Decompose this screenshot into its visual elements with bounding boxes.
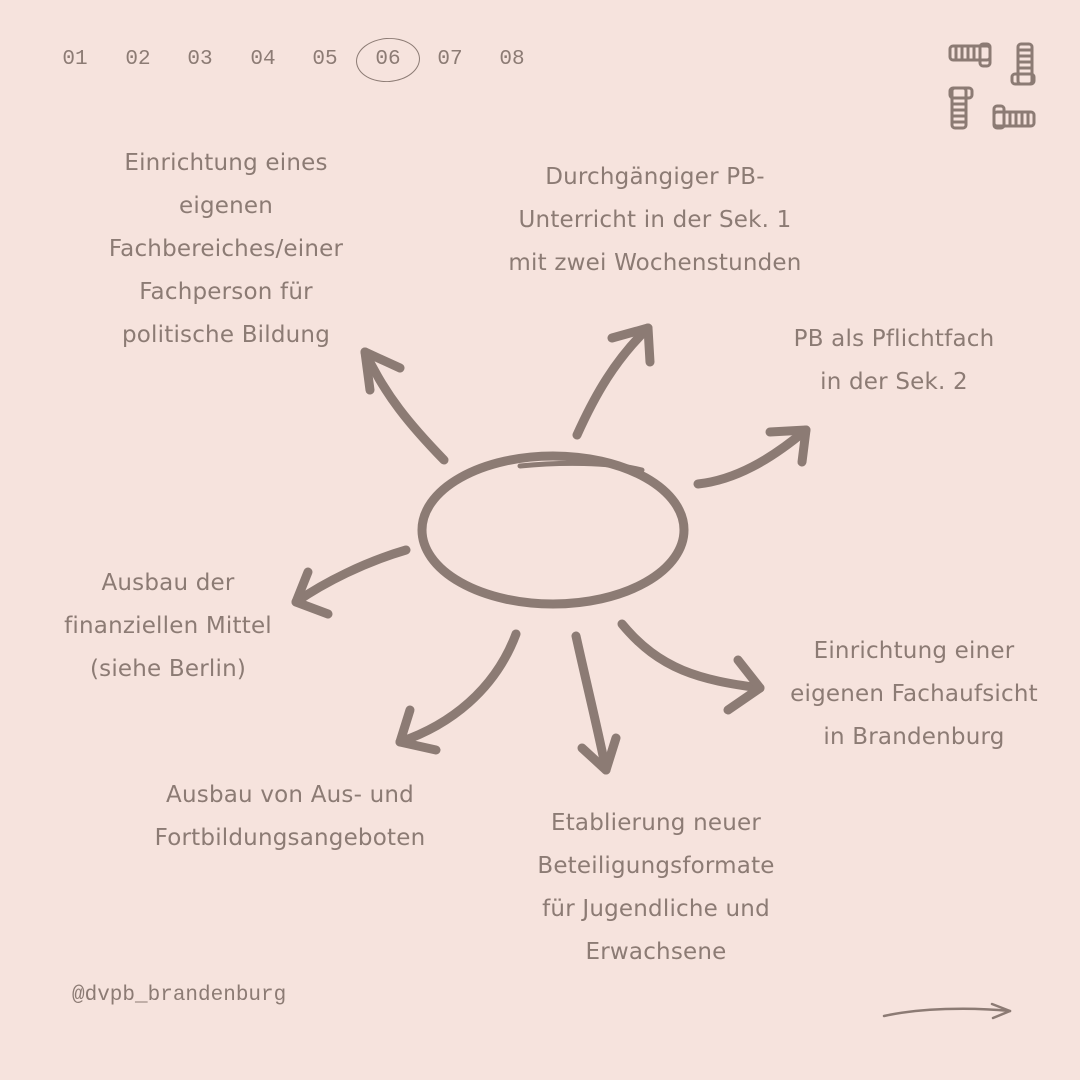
page-number-05[interactable]: 05 (312, 48, 338, 71)
arrow-to-right-bottom-node (622, 624, 760, 710)
arrow-right-icon[interactable] (880, 996, 1020, 1026)
node-bottom-center: Etablierung neuer Beteiligungsformate für Jugendliche und Erwachsene (537, 810, 775, 965)
instagram-handle[interactable]: @dvpb_brandenburg (72, 984, 287, 1007)
arrow-to-bottom-left-node (400, 634, 516, 750)
page-number-07[interactable]: 07 (437, 48, 463, 71)
page-number-01[interactable]: 01 (62, 48, 88, 71)
arrow-to-top-left-node (365, 352, 444, 460)
arrow-to-right-top-node (698, 430, 806, 484)
node-left: Ausbau der finanziellen Mittel (siehe Berlin) (64, 570, 272, 682)
node-right-bottom: Einrichtung einer eigenen Fachaufsicht in Brandenburg (790, 638, 1038, 750)
arrow-to-left-node (296, 550, 406, 614)
page-number-08[interactable]: 08 (499, 48, 525, 71)
page-number-04[interactable]: 04 (250, 48, 276, 71)
center-oval-icon (422, 456, 684, 604)
page-number-06-active[interactable]: 06 (366, 44, 410, 76)
node-bottom-left: Ausbau von Aus- und Fortbildungsangeboten (154, 782, 426, 851)
node-right-top: PB als Pflichtfach in der Sek. 2 (793, 326, 995, 395)
node-top-left: Einrichtung eines eigenen Fachbereiches/einer Fachperson für politische Bildung (108, 150, 344, 348)
arrow-to-bottom-center-node (576, 636, 616, 770)
page-number-03[interactable]: 03 (187, 48, 213, 71)
page-number-02[interactable]: 02 (125, 48, 151, 71)
arrow-to-top-center-node (577, 328, 650, 435)
node-top-center: Durchgängiger PB- Unterricht in der Sek. 1 mit zwei Wochenstunden (508, 164, 802, 276)
